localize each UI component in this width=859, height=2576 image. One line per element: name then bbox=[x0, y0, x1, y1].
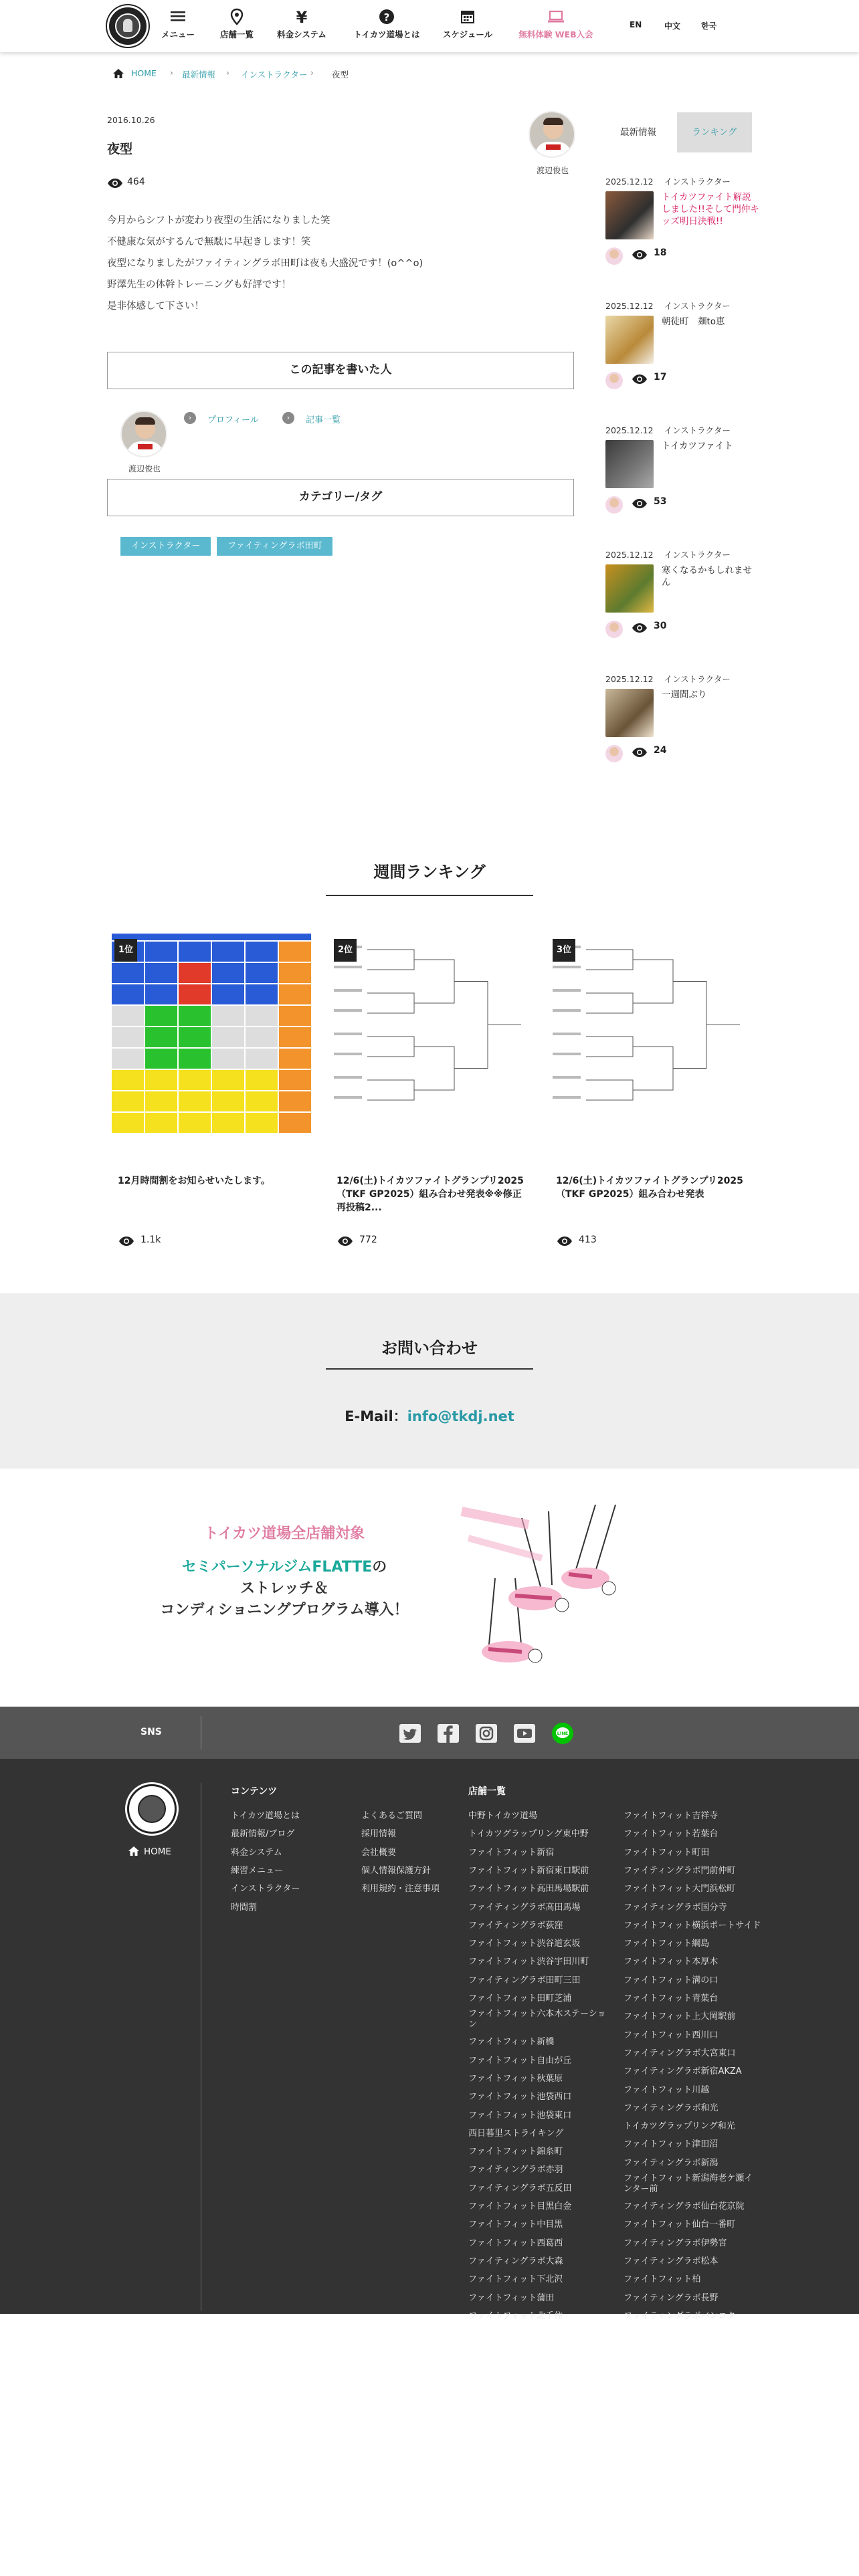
rank-badge: 1位 bbox=[114, 939, 137, 962]
eye-icon bbox=[631, 249, 648, 260]
banner-line4: コンディショニングプログラム導入！ bbox=[160, 1602, 409, 1618]
footer-store-link[interactable]: ファイトフィット池袋東口 bbox=[468, 2110, 572, 2121]
copyright: ©TKDJ bbox=[137, 2325, 167, 2335]
footer-store-link[interactable]: ファイティングラボ荻窪 bbox=[468, 1920, 563, 1931]
card-views: 24 bbox=[654, 745, 667, 756]
calendar-icon bbox=[458, 8, 477, 25]
footer-link[interactable]: 練習メニュー bbox=[231, 1865, 284, 1876]
eye-icon bbox=[631, 623, 648, 633]
eye-icon bbox=[556, 1236, 573, 1249]
article-paragraph: 不健康な気がするんで無駄に早起きします！笑 bbox=[107, 237, 311, 247]
contact-email-row bbox=[0, 1406, 859, 1426]
question-icon bbox=[377, 8, 396, 25]
ranking-views: 413 bbox=[579, 1235, 597, 1245]
site-header bbox=[0, 0, 859, 52]
footer-store-link[interactable]: ファイトフィット渋谷道玄坂 bbox=[468, 1939, 581, 1949]
sidebar-card[interactable] bbox=[605, 175, 759, 276]
ranking-thumbnail bbox=[327, 930, 532, 1137]
breadcrumb-home[interactable]: HOME bbox=[131, 68, 157, 78]
tag-tamachi[interactable]: ファイティングラボ田町 bbox=[217, 537, 332, 556]
nav-label: 無料体験 WEB入会 bbox=[518, 29, 593, 39]
footer-contents-heading: コンテンツ bbox=[231, 1786, 278, 1797]
footer-store-link[interactable]: 中野トイカツ道場 bbox=[468, 1811, 537, 1821]
card-views: 53 bbox=[654, 496, 667, 507]
eye-icon bbox=[631, 498, 648, 509]
chevron-right-icon: › bbox=[184, 412, 196, 424]
footer-store-link[interactable]: ファイティングラボ田町三田 bbox=[468, 1975, 581, 1985]
sidebar-card[interactable] bbox=[605, 300, 759, 400]
footer-store-link[interactable]: ファイトフィット渋谷宇田川町 bbox=[468, 1957, 589, 1967]
card-date: 2025.12.12 bbox=[605, 550, 654, 560]
home-icon bbox=[128, 1846, 140, 1859]
card-thumbnail bbox=[605, 689, 654, 737]
laptop-icon bbox=[547, 8, 565, 25]
line-icon[interactable] bbox=[552, 1723, 573, 1744]
writer-avatar[interactable] bbox=[120, 411, 167, 457]
articles-link[interactable]: 記事一覧 bbox=[306, 415, 341, 425]
footer-store-link[interactable]: ファイティングラボ松本 bbox=[624, 2256, 719, 2266]
footer-store-link[interactable]: ファイトフィット新宿東口駅前 bbox=[468, 1865, 589, 1876]
heading-underline bbox=[326, 895, 533, 896]
home-icon[interactable] bbox=[112, 68, 124, 81]
footer-store-link[interactable]: ファイティングラボ五反田 bbox=[468, 2183, 572, 2193]
ranking-thumbnail bbox=[108, 930, 312, 1137]
ranking-views: 1.1k bbox=[140, 1235, 161, 1245]
sns-bar bbox=[0, 1707, 859, 1759]
article-date: 2016.10.26 bbox=[107, 115, 155, 125]
card-author-avatar bbox=[605, 496, 623, 514]
footer-store-link[interactable]: ファイトフィット北千住 bbox=[468, 2311, 563, 2321]
footer-store-link[interactable]: ファイティングラボバンコク bbox=[624, 2311, 736, 2321]
yen-icon bbox=[292, 8, 311, 25]
article-paragraph: 今月からシフトが変わり夜型の生活になりました笑 bbox=[107, 215, 330, 226]
footer-store-link[interactable]: ファイトフィット新橋 bbox=[468, 2037, 555, 2048]
footer-link[interactable]: 利用規約・注意事項 bbox=[361, 1884, 440, 1895]
ranking-views: 772 bbox=[359, 1235, 377, 1245]
nav-about[interactable] bbox=[352, 8, 421, 45]
footer-store-link[interactable]: ファイティングラボ新潟 bbox=[624, 2157, 719, 2168]
footer-link[interactable]: よくあるご質問 bbox=[361, 1811, 423, 1821]
svg-text:?: ? bbox=[383, 11, 390, 23]
footer-logo[interactable] bbox=[127, 1784, 177, 1834]
tab-latest[interactable]: 最新情報 bbox=[620, 127, 656, 138]
card-views: 18 bbox=[654, 247, 667, 258]
card-date: 2025.12.12 bbox=[605, 674, 654, 684]
ranking-thumbnail bbox=[546, 930, 751, 1137]
footer-link[interactable]: 時間割 bbox=[231, 1902, 258, 1913]
card-date: 2025.12.12 bbox=[605, 425, 654, 435]
card-thumbnail bbox=[605, 191, 654, 239]
nav-label: メニュー bbox=[161, 29, 195, 39]
footer-store-link[interactable]: ファイティングラボ和光 bbox=[624, 2103, 719, 2113]
instagram-icon[interactable] bbox=[476, 1724, 497, 1743]
sidebar-card[interactable] bbox=[605, 548, 759, 649]
email-label: E-Mail： bbox=[345, 1408, 407, 1424]
nav-stores[interactable] bbox=[218, 8, 256, 45]
svg-text:LINE: LINE bbox=[557, 1731, 569, 1736]
footer-store-link[interactable]: ファイトフィット下北沢 bbox=[468, 2274, 563, 2285]
card-date-row bbox=[605, 300, 731, 312]
weekly-ranking-heading: 週間ランキング bbox=[373, 863, 486, 881]
footer-store-link[interactable]: ファイトフィット横浜ポートサイド bbox=[624, 1920, 761, 1931]
card-date-row bbox=[605, 175, 731, 187]
breadcrumb-separator: › bbox=[226, 68, 229, 78]
writer-name: 渡辺俊也 bbox=[128, 464, 161, 473]
card-title: トイカツファイト解説しました!!そして門仲キッズ明日決戦!! bbox=[662, 192, 759, 227]
footer-store-link[interactable]: ファイトフィット高田馬場駅前 bbox=[468, 1884, 589, 1895]
card-views: 17 bbox=[654, 372, 667, 383]
aerial-yoga-illustration bbox=[442, 1498, 709, 1672]
nav-free-trial[interactable] bbox=[515, 8, 597, 45]
footer-store-link[interactable]: ファイティングラボ高田馬場 bbox=[468, 1902, 581, 1913]
nav-label: トイカツ道場とは bbox=[353, 29, 420, 39]
footer-store-link[interactable]: ファイトフィット青葉台 bbox=[624, 1994, 719, 2004]
map-pin-icon bbox=[227, 8, 246, 25]
site-footer bbox=[0, 1759, 859, 2335]
footer-store-link[interactable]: ファイトフィット錦糸町 bbox=[468, 2147, 563, 2157]
footer-store-link[interactable]: ファイティングラボ新宿AKZA bbox=[624, 2066, 742, 2077]
card-thumbnail bbox=[605, 564, 654, 613]
ranking-title[interactable]: 12/6(土)トイカツファイトグランプリ2025（TKF GP2025）組み合わせ発表※※修正再投稿2... bbox=[337, 1176, 524, 1213]
nav-label: 店舗一覧 bbox=[219, 29, 254, 39]
card-date-row bbox=[605, 424, 731, 436]
footer-store-link[interactable]: ファイティングラボ伊勢宮 bbox=[624, 2238, 727, 2248]
heading-underline bbox=[326, 1368, 533, 1370]
footer-store-link[interactable]: ファイティングラボ長野 bbox=[624, 2292, 719, 2303]
footer-stores-heading: 店舗一覧 bbox=[468, 1786, 506, 1797]
footer-store-link[interactable]: ファイトフィット新潟海老ケ瀬インター前 bbox=[624, 2173, 753, 2194]
site-logo[interactable] bbox=[107, 5, 149, 47]
banner-line3: ストレッチ＆ bbox=[240, 1580, 328, 1597]
card-date-row bbox=[605, 548, 731, 560]
footer-store-link[interactable]: ファイトフィット秋葉原 bbox=[468, 2073, 563, 2084]
sidebar-card[interactable] bbox=[605, 424, 759, 524]
footer-store-link[interactable]: ファイティングラボ門前仲町 bbox=[624, 1865, 736, 1876]
footer-store-link[interactable]: ファイティングラボ仙台花京院 bbox=[624, 2202, 745, 2212]
footer-store-link[interactable]: ファイトフィット仙台一番町 bbox=[624, 2220, 736, 2230]
footer-store-link[interactable]: ファイティングラボ大宮東口 bbox=[624, 2048, 736, 2058]
footer-link[interactable]: 料金システム bbox=[231, 1847, 282, 1858]
banner-line1: トイカツ道場全店舗対象 bbox=[203, 1525, 365, 1542]
card-category: インストラクター bbox=[664, 674, 731, 684]
card-thumbnail bbox=[605, 440, 654, 488]
nav-label: スケジュール bbox=[442, 29, 493, 39]
footer-store-link[interactable]: ファイティングラボ大森 bbox=[468, 2256, 563, 2266]
footer-link[interactable]: 個人情報保護方針 bbox=[361, 1865, 432, 1876]
card-title: 一週間ぶり bbox=[662, 689, 707, 700]
article-paragraph: 是非体感して下さい！ bbox=[107, 301, 204, 312]
article-views: 464 bbox=[127, 177, 145, 187]
card-author-avatar bbox=[605, 372, 623, 389]
footer-store-link[interactable]: ファイトフィット柏 bbox=[624, 2274, 701, 2285]
eye-icon bbox=[118, 1236, 135, 1249]
footer-store-link[interactable]: トイカツグラップリング和光 bbox=[624, 2121, 735, 2132]
youtube-icon[interactable] bbox=[514, 1724, 535, 1743]
footer-store-link[interactable]: ファイトフィット上大岡駅前 bbox=[624, 2012, 736, 2022]
svg-text:¥: ¥ bbox=[296, 8, 308, 25]
footer-store-link[interactable]: 西日暮里ストライキング bbox=[468, 2128, 564, 2139]
sns-label: SNS bbox=[140, 1727, 162, 1737]
ranking-title[interactable]: 12/6(土)トイカツファイトグランプリ2025（TKF GP2025）組み合わせ発表 bbox=[556, 1176, 743, 1200]
eye-icon bbox=[631, 747, 648, 758]
breadcrumb-current: 夜型 bbox=[332, 70, 349, 80]
hamburger-icon bbox=[169, 8, 187, 25]
footer-store-link[interactable]: ファイトフィット目黒白金 bbox=[468, 2202, 572, 2212]
footer-store-link[interactable]: ファイトフィット綱島 bbox=[624, 1939, 710, 1949]
ranking-title[interactable]: 12月時間割をお知らせいたします。 bbox=[118, 1176, 270, 1186]
footer-store-link[interactable]: ファイティングラボ国分寺 bbox=[624, 1902, 727, 1913]
card-date: 2025.12.12 bbox=[605, 301, 654, 311]
footer-store-link[interactable]: ファイトフィット大門浜松町 bbox=[624, 1884, 736, 1895]
eye-icon bbox=[337, 1236, 354, 1249]
article-title: 夜型 bbox=[107, 142, 133, 156]
footer-store-link[interactable]: トイカツグラップリング東中野 bbox=[468, 1829, 589, 1840]
chevron-right-icon: › bbox=[282, 412, 294, 424]
card-category: インストラクター bbox=[664, 425, 731, 435]
card-category: インストラクター bbox=[664, 177, 731, 187]
lang-zh[interactable]: 中文 bbox=[664, 21, 681, 31]
ranking-card-2[interactable] bbox=[327, 930, 532, 1144]
tab-ranking[interactable]: ランキング bbox=[677, 112, 752, 152]
nav-schedule[interactable] bbox=[442, 8, 494, 45]
eye-icon bbox=[631, 374, 648, 385]
author-avatar[interactable] bbox=[529, 111, 575, 158]
footer-store-link[interactable]: ファイトフィット蒲田 bbox=[468, 2292, 555, 2303]
profile-link[interactable]: プロフィール bbox=[207, 415, 259, 425]
card-thumbnail bbox=[605, 316, 654, 364]
banner-line2: セミパーソナルジムFLATTEの bbox=[181, 1559, 387, 1576]
footer-store-link[interactable]: ファイトフィット川越 bbox=[624, 2084, 710, 2095]
writer-heading: この記事を書いた人 bbox=[107, 352, 574, 389]
footer-store-link[interactable]: ファイトフィット若葉台 bbox=[624, 1829, 719, 1840]
footer-store-link[interactable]: ファイトフィット溝の口 bbox=[624, 1975, 719, 1985]
footer-store-link[interactable]: ファイティングラボ赤羽 bbox=[468, 2165, 563, 2175]
article-paragraph: 野澤先生の体幹トレーニングも好評です！ bbox=[107, 280, 292, 290]
breadcrumb-instructor[interactable]: インストラクター bbox=[241, 70, 308, 80]
footer-store-link[interactable]: ファイトフィット新宿 bbox=[468, 1847, 555, 1858]
footer-link[interactable]: 採用情報 bbox=[361, 1829, 397, 1840]
footer-store-link[interactable]: ファイトフィット津田沼 bbox=[624, 2139, 719, 2150]
rank-badge: 2位 bbox=[334, 939, 357, 962]
breadcrumb-separator: › bbox=[170, 68, 173, 78]
lang-ko[interactable]: 한국 bbox=[701, 21, 717, 31]
footer-link[interactable]: インストラクター bbox=[231, 1884, 300, 1895]
contact-heading: お問い合わせ bbox=[381, 1339, 478, 1358]
nav-pricing[interactable] bbox=[276, 8, 328, 45]
facebook-icon[interactable] bbox=[438, 1724, 459, 1743]
ranking-card-1[interactable] bbox=[108, 930, 312, 1144]
footer-store-link[interactable]: ファイトフィット町田 bbox=[624, 1847, 710, 1858]
footer-store-link[interactable]: ファイトフィット田町芝浦 bbox=[468, 1994, 572, 2004]
sidebar-card[interactable] bbox=[605, 673, 759, 773]
card-title: トイカツファイト bbox=[662, 441, 733, 451]
card-title: 寒くなるかもしれません bbox=[662, 565, 752, 588]
footer-link[interactable]: 会社概要 bbox=[361, 1847, 397, 1858]
footer-store-link[interactable]: ファイトフィット中目黒 bbox=[468, 2220, 563, 2230]
card-date-row bbox=[605, 673, 731, 685]
rank-badge: 3位 bbox=[553, 939, 575, 962]
card-views: 30 bbox=[654, 621, 667, 631]
article-paragraph: 夜型になりましたがファイティングラボ田町は夜も大盛況です！(o^^o) bbox=[107, 258, 423, 269]
author-name: 渡辺俊也 bbox=[537, 166, 569, 175]
footer-link[interactable]: 最新情報/ブログ bbox=[231, 1829, 295, 1840]
nav-label: 料金システム bbox=[277, 29, 326, 39]
card-author-avatar bbox=[605, 247, 623, 265]
twitter-icon[interactable] bbox=[399, 1724, 421, 1743]
card-title: 朝徒町 麺to恵 bbox=[662, 316, 725, 327]
card-date: 2025.12.12 bbox=[605, 177, 654, 187]
tag-instructor[interactable]: インストラクター bbox=[120, 537, 211, 556]
contact-section bbox=[0, 1293, 859, 1469]
footer-store-link[interactable]: ファイトフィット六本木ステーション bbox=[468, 2009, 606, 2030]
footer-store-link[interactable]: ファイトフィット池袋西口 bbox=[468, 2092, 572, 2103]
footer-store-link[interactable]: ファイトフィット吉祥寺 bbox=[624, 1811, 719, 1821]
email-link[interactable]: info@tkdj.net bbox=[407, 1408, 514, 1424]
lang-en[interactable]: EN bbox=[630, 20, 642, 29]
card-author-avatar bbox=[605, 745, 623, 762]
footer-link[interactable]: トイカツ道場とは bbox=[231, 1811, 300, 1821]
footer-store-link[interactable]: ファイトフィット本厚木 bbox=[624, 1957, 719, 1967]
breadcrumb-news[interactable]: 最新情報 bbox=[182, 70, 216, 80]
flatte-banner[interactable] bbox=[107, 1471, 752, 1692]
card-category: インストラクター bbox=[664, 301, 731, 311]
eye-icon bbox=[107, 178, 123, 191]
ranking-card-3[interactable] bbox=[546, 930, 751, 1144]
nav-menu[interactable] bbox=[159, 8, 197, 45]
breadcrumb-separator: › bbox=[310, 68, 314, 78]
footer-store-link[interactable]: ファイトフィット西川口 bbox=[624, 2030, 719, 2040]
category-heading: カテゴリー/タグ bbox=[107, 479, 574, 516]
card-category: インストラクター bbox=[664, 550, 731, 560]
card-author-avatar bbox=[605, 621, 623, 638]
footer-home-link[interactable]: HOME bbox=[144, 1846, 171, 1857]
footer-store-link[interactable]: ファイトフィット西葛西 bbox=[468, 2238, 563, 2248]
footer-store-link[interactable]: ファイトフィット自由が丘 bbox=[468, 2055, 572, 2066]
